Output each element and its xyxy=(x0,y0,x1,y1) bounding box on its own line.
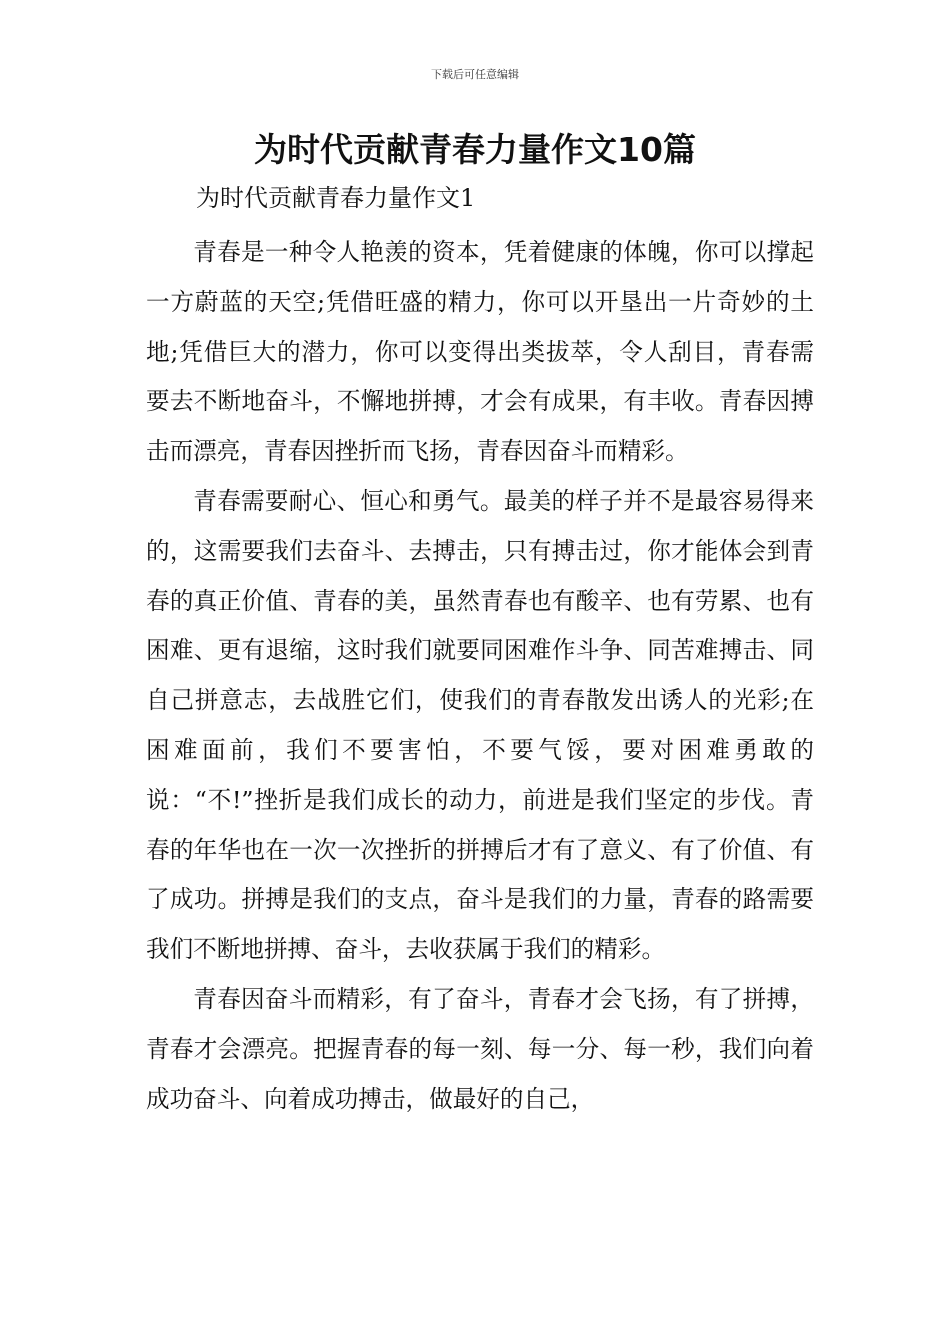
section-title: 为时代贡献青春力量作文1 xyxy=(196,184,476,212)
header-note: 下载后可任意编辑 xyxy=(431,68,519,81)
paragraph-3: 青春因奋斗而精彩，有了奋斗，青春才会飞扬，有了拼搏，青春才会漂亮。把握青春的每一刻、每一分、每一秒，我们向着成功奋斗、向着成功搏击，做最好的自己， xyxy=(146,984,814,1113)
paragraph-1: 青春是一种令人艳羡的资本，凭着健康的体魄，你可以撑起一方蔚蓝的天空;凭借旺盛的精力，你可以开垦出一片奇妙的土地;凭借巨大的潜力，你可以变得出类拔萃，令人刮目，青春需要去不断地奋斗，不懈地拼搏，才会有成果，有丰收。青春因搏击而漂亮，青春因挫折而飞扬，青春因奋斗而精彩。 xyxy=(146,238,814,466)
essay-body xyxy=(146,228,814,1124)
paragraph-2: 青春需要耐心、恒心和勇气。最美的样子并不是最容易得来的，这需要我们去奋斗、去搏击，只有搏击过，你才能体会到青春的真正价值、青春的美，虽然青春也有酸辛、也有劳累、也有困难、更有退缩，这时我们就要同困难作斗争、同苦难搏击、同自己拼意志，去战胜它们，使我们的青春散发出诱人的光彩;在困难面前，我们不要害怕，不要气馁，要对困难勇敢的说：“不!”挫折是我们成长的动力，前进是我们坚定的步伐。青春的年华也在一次一次挫折的拼搏后才有了意义、有了价值、有了成功。拼搏是我们的支点，奋斗是我们的力量，青春的路需要我们不断地拼搏、奋斗，去收获属于我们的精彩。 xyxy=(146,486,814,964)
document-title: 为时代贡献青春力量作文10篇 xyxy=(254,130,696,169)
